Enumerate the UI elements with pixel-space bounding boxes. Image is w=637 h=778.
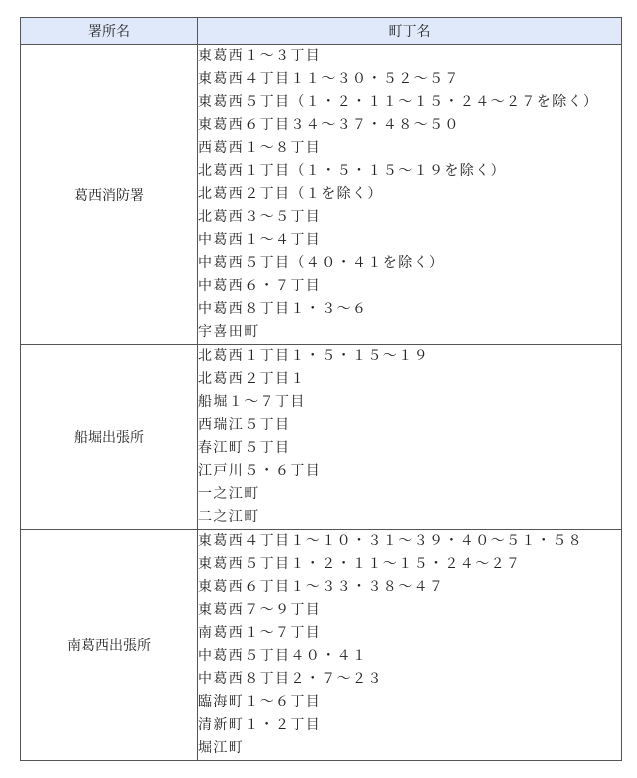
- town-item: 東葛西６丁目１～３３・３８～４７: [198, 579, 445, 595]
- town-item: 中葛西５丁目（４０・４１を除く）: [198, 255, 445, 271]
- towns-column-header: 町丁名: [198, 18, 622, 45]
- town-item: 清新町１・２丁目: [198, 717, 322, 733]
- station-name: 船堀出張所: [21, 345, 198, 530]
- town-item: 北葛西２丁目１: [198, 371, 306, 387]
- table-row: [21, 345, 622, 530]
- town-item: 船堀１～７丁目: [198, 394, 306, 410]
- town-item: 南葛西１～７丁目: [198, 625, 322, 641]
- town-item: 中葛西１～４丁目: [198, 232, 322, 248]
- town-item: 中葛西８丁目１・３～６: [198, 301, 368, 317]
- town-item: 東葛西４丁目１～１０・３１～３９・４０～５１・５８: [198, 533, 583, 549]
- town-item: 北葛西１丁目（１・５・１５～１９を除く）: [198, 163, 506, 179]
- town-list: [198, 345, 622, 530]
- table-container: [20, 17, 622, 761]
- town-item: 西葛西１～８丁目: [198, 140, 322, 156]
- town-item: 堀江町: [198, 740, 245, 756]
- town-item: 中葛西８丁目２・７～２３: [198, 671, 383, 687]
- town-item: 東葛西５丁目１・２・１１～１５・２４～２７: [198, 556, 522, 572]
- town-item: 宇喜田町: [198, 324, 260, 340]
- town-item: 春江町５丁目: [198, 440, 291, 456]
- town-item: 東葛西６丁目３４～３７・４８～５０: [198, 117, 460, 133]
- town-item: 江戸川５・６丁目: [198, 463, 322, 479]
- town-item: 東葛西１～３丁目: [198, 48, 322, 64]
- town-item: 東葛西５丁目（１・２・１１～１５・２４～２７を除く）: [198, 94, 599, 110]
- town-item: 北葛西２丁目（１を除く）: [198, 186, 383, 202]
- town-item: 二之江町: [198, 509, 260, 525]
- station-name: 葛西消防署: [21, 45, 198, 345]
- town-list: [198, 530, 622, 761]
- town-item: 一之江町: [198, 486, 260, 502]
- town-item: 中葛西６・７丁目: [198, 278, 322, 294]
- jurisdiction-table: [20, 17, 622, 761]
- town-item: 臨海町１～６丁目: [198, 694, 322, 710]
- table-row: [21, 45, 622, 345]
- station-name: 南葛西出張所: [21, 530, 198, 761]
- town-item: 東葛西７～９丁目: [198, 602, 322, 618]
- table-row: [21, 530, 622, 761]
- station-column-header: 署所名: [21, 18, 198, 45]
- town-item: 北葛西１丁目１・５・１５～１９: [198, 348, 429, 364]
- town-item: 西瑞江５丁目: [198, 417, 291, 433]
- town-item: 中葛西５丁目４０・４１: [198, 648, 368, 664]
- header-row: [21, 18, 622, 45]
- town-item: 東葛西４丁目１１～３０・５２～５７: [198, 71, 460, 87]
- town-item: 北葛西３～５丁目: [198, 209, 322, 225]
- town-list: [198, 45, 622, 345]
